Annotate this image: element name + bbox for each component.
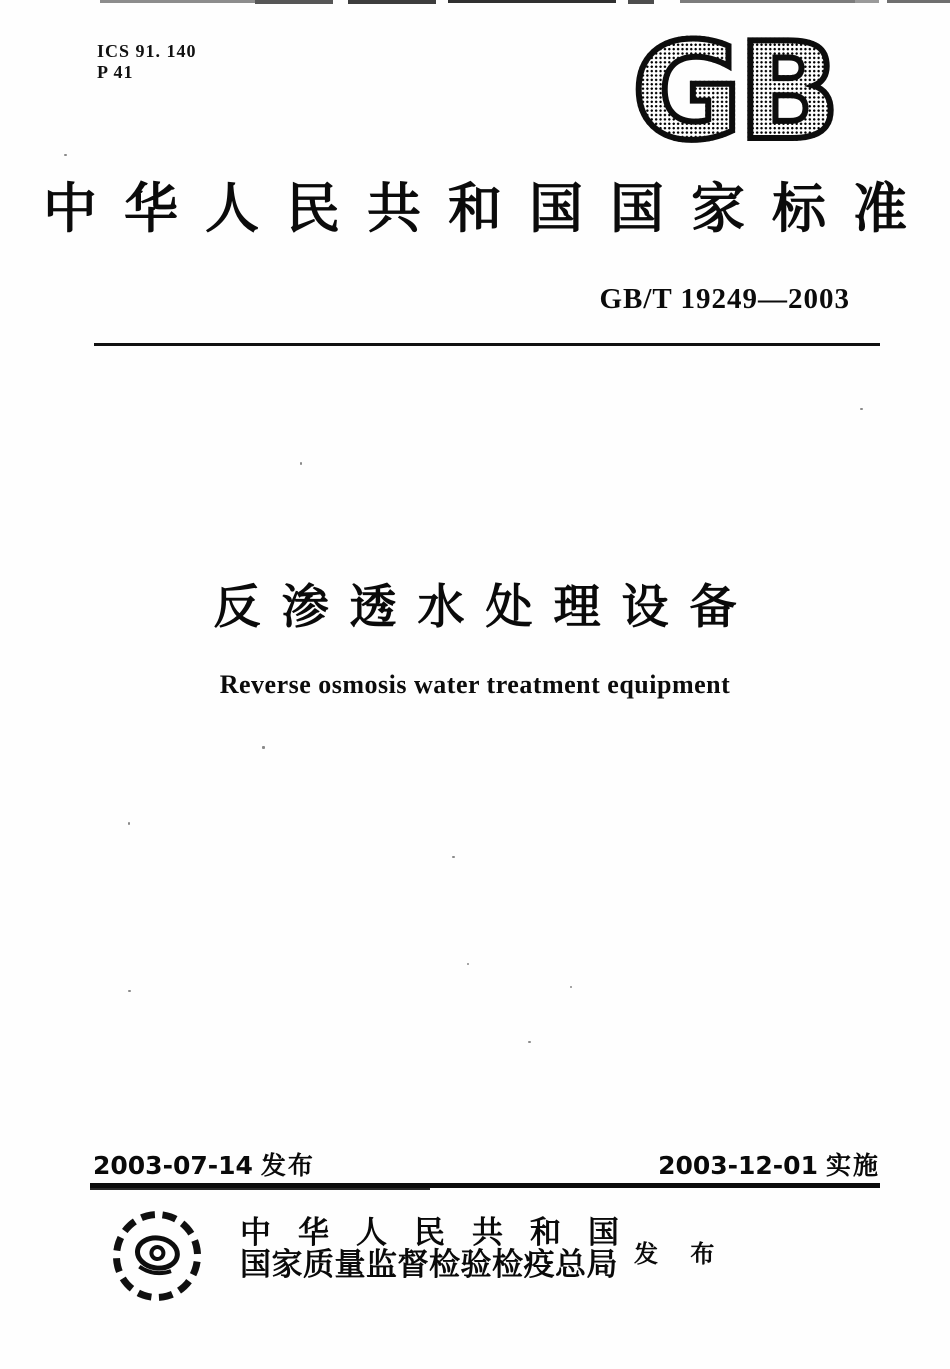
classification-code: P 41	[97, 62, 134, 82]
scan-speck	[262, 746, 265, 749]
emblem-glyph-icon	[129, 1229, 185, 1283]
publisher-agency-line: 国家质量监督检验检疫总局	[240, 1247, 618, 1283]
scan-speck	[300, 462, 302, 465]
aqsiq-seal-emblem	[107, 1205, 207, 1306]
scan-artifact-line	[628, 0, 654, 4]
footer-divider-rule	[90, 1183, 880, 1188]
ics-code: ICS 91. 140	[97, 41, 197, 61]
gb-logo: GB	[632, 14, 837, 170]
scan-artifact-line	[855, 0, 879, 3]
scan-speck	[452, 856, 455, 858]
scan-speck	[570, 986, 572, 988]
scan-artifact-line	[680, 0, 878, 3]
scan-artifact-line	[887, 0, 950, 3]
issue-date-group	[93, 1146, 315, 1182]
issue-date: 2003-07-14	[93, 1151, 253, 1180]
implementation-date-label: 实施	[825, 1151, 880, 1180]
scan-speck	[128, 822, 130, 825]
header-divider-rule	[94, 343, 880, 346]
standard-heading: 中华人民共和国国家标准	[43, 179, 934, 239]
standard-number: GB/T 19249—2003	[599, 283, 850, 315]
scan-speck	[528, 1041, 531, 1043]
ics-classification-block	[97, 41, 197, 83]
publisher-block	[240, 1215, 646, 1283]
title-english: Reverse osmosis water treatment equipment	[219, 670, 731, 699]
scan-speck	[860, 408, 863, 410]
date-row	[93, 1146, 880, 1182]
implementation-date-group	[658, 1146, 880, 1182]
scan-artifact-line	[255, 0, 333, 4]
publish-action-label: 发 布	[634, 1240, 727, 1268]
title-chinese: 反渗透水处理设备	[213, 580, 758, 635]
implementation-date: 2003-12-01	[658, 1151, 818, 1180]
scan-speck	[467, 963, 469, 965]
publisher-country-line: 中华人民共和国	[240, 1215, 646, 1251]
scan-artifact-line	[348, 0, 436, 4]
issue-date-label: 发布	[260, 1151, 315, 1180]
scan-speck	[128, 990, 131, 992]
scan-artifact-line	[448, 0, 616, 3]
scan-speck	[64, 154, 67, 156]
